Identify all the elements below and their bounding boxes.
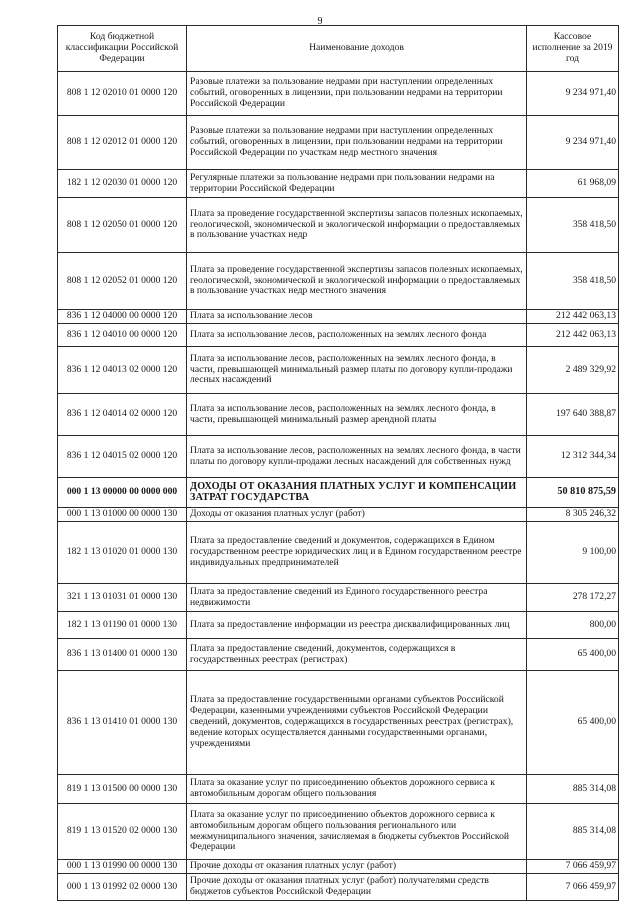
row-code: 808 1 12 02010 01 0000 120 (58, 72, 187, 116)
row-code: 321 1 13 01031 01 0000 130 (58, 584, 187, 612)
table-row (58, 804, 619, 860)
table-row (58, 478, 619, 508)
row-amount: 800,00 (527, 612, 619, 639)
header-name: Наименование доходов (187, 26, 527, 72)
table-row (58, 253, 619, 310)
row-name: Плата за проведение государственной экспертизы запасов полезных ископаемых, геологической, экономической и экологической информации о предоставляемых в пользование участках недр (187, 198, 527, 253)
header-amount: Кассовое исполнение за 2019 год (527, 26, 619, 72)
row-name: Плата за предоставление государственными органами субъектов Российской Федерации, казенными учреждениями субъектов Российской Федерации сведений, документов, содержащихся в государственных реестрах (регистрах), ведение которых осуществляется данными государственными органами, учреждениями (187, 671, 527, 775)
row-code: 000 1 13 01000 00 0000 130 (58, 508, 187, 522)
row-amount: 65 400,00 (527, 671, 619, 775)
row-name: Плата за использование лесов (187, 310, 527, 324)
row-name: Разовые платежи за пользование недрами при наступлении определенных событий, оговоренных в лицензии, при пользовании недрами на территории Российской Федерации (187, 72, 527, 116)
row-name: Плата за использование лесов, расположенных на землях лесного фонда, в части, превышающей минимальный размер платы по договору купли-продажи лесных насаждений (187, 347, 527, 394)
table-row (58, 347, 619, 394)
row-name: ДОХОДЫ ОТ ОКАЗАНИЯ ПЛАТНЫХ УСЛУГ И КОМПЕНСАЦИИ ЗАТРАТ ГОСУДАРСТВА (187, 478, 527, 508)
page-number: 9 (317, 16, 323, 27)
row-amount: 65 400,00 (527, 639, 619, 671)
table-row (58, 310, 619, 324)
table-row (58, 874, 619, 901)
header-code: Код бюджетной классификации Российской Федерации (58, 26, 187, 72)
row-code: 808 1 12 02052 01 0000 120 (58, 253, 187, 310)
table-row (58, 116, 619, 170)
table-row (58, 394, 619, 436)
row-name: Доходы от оказания платных услуг (работ) (187, 508, 527, 522)
row-amount: 885 314,08 (527, 804, 619, 860)
row-amount: 12 312 344,34 (527, 436, 619, 478)
table-row (58, 639, 619, 671)
row-code: 182 1 13 01190 01 0000 130 (58, 612, 187, 639)
row-name: Плата за предоставление сведений и документов, содержащихся в Едином государственном реестре юридических лиц и в Едином государственном реестре индивидуальных предпринимателей (187, 522, 527, 584)
row-amount: 7 066 459,97 (527, 860, 619, 874)
row-name: Плата за использование лесов, расположенных на землях лесного фонда (187, 324, 527, 347)
row-amount: 61 968,09 (527, 170, 619, 198)
row-name: Плата за оказание услуг по присоединению объектов дорожного сервиса к автомобильным дорогам общего пользования регионального или межмуниципального значения, зачисляемая в бюджеты субъектов Российской Федерации (187, 804, 527, 860)
table-row (58, 72, 619, 116)
row-code: 836 1 13 01410 01 0000 130 (58, 671, 187, 775)
row-code: 836 1 13 01400 01 0000 130 (58, 639, 187, 671)
row-amount: 278 172,27 (527, 584, 619, 612)
row-code: 182 1 12 02030 01 0000 120 (58, 170, 187, 198)
budget-revenue-table (57, 25, 619, 901)
table-row (58, 170, 619, 198)
row-code: 819 1 13 01500 00 0000 130 (58, 775, 187, 804)
row-amount: 197 640 388,87 (527, 394, 619, 436)
row-amount: 358 418,50 (527, 253, 619, 310)
row-code: 836 1 12 04015 02 0000 120 (58, 436, 187, 478)
row-name: Плата за предоставление сведений, документов, содержащихся в государственных реестрах (регистрах) (187, 639, 527, 671)
row-code: 808 1 12 02050 01 0000 120 (58, 198, 187, 253)
row-name: Плата за использование лесов, расположенных на землях лесного фонда, в части платы по договору купли-продажи лесных насаждений для собственных нужд (187, 436, 527, 478)
table-row (58, 522, 619, 584)
row-name: Разовые платежи за пользование недрами при наступлении определенных событий, оговоренных в лицензии, при пользовании недрами на территории Российской Федерации по участкам недр местного значения (187, 116, 527, 170)
row-amount: 212 442 063,13 (527, 324, 619, 347)
table-row (58, 671, 619, 775)
row-amount: 7 066 459,97 (527, 874, 619, 901)
row-amount: 8 305 246,32 (527, 508, 619, 522)
table-row (58, 775, 619, 804)
table-header-row (58, 26, 619, 72)
row-amount: 9 234 971,40 (527, 72, 619, 116)
row-amount: 358 418,50 (527, 198, 619, 253)
row-code: 836 1 12 04013 02 0000 120 (58, 347, 187, 394)
table-row (58, 324, 619, 347)
row-amount: 9 234 971,40 (527, 116, 619, 170)
table-row (58, 612, 619, 639)
row-amount: 885 314,08 (527, 775, 619, 804)
row-code: 000 1 13 00000 00 0000 000 (58, 478, 187, 508)
row-name: Плата за предоставление сведений из Единого государственного реестра недвижимости (187, 584, 527, 612)
table-row (58, 508, 619, 522)
row-amount: 2 489 329,92 (527, 347, 619, 394)
row-code: 836 1 12 04010 00 0000 120 (58, 324, 187, 347)
row-amount: 212 442 063,13 (527, 310, 619, 324)
row-code: 836 1 12 04014 02 0000 120 (58, 394, 187, 436)
row-code: 000 1 13 01992 02 0000 130 (58, 874, 187, 901)
table-row (58, 436, 619, 478)
row-amount: 50 810 875,59 (527, 478, 619, 508)
row-name: Прочие доходы от оказания платных услуг (работ) (187, 860, 527, 874)
row-code: 836 1 12 04000 00 0000 120 (58, 310, 187, 324)
table-row (58, 198, 619, 253)
row-code: 819 1 13 01520 02 0000 130 (58, 804, 187, 860)
row-name: Плата за оказание услуг по присоединению объектов дорожного сервиса к автомобильным дорогам общего пользования (187, 775, 527, 804)
row-name: Регулярные платежи за пользование недрами при пользовании недрами на территории Российской Федерации (187, 170, 527, 198)
row-name: Плата за использование лесов, расположенных на землях лесного фонда, в части, превышающей минимальный размер арендной платы (187, 394, 527, 436)
row-name: Плата за проведение государственной экспертизы запасов полезных ископаемых, геологической, экономической и экологической информации о предоставляемых в пользование участках недр местного значения (187, 253, 527, 310)
row-code: 808 1 12 02012 01 0000 120 (58, 116, 187, 170)
row-code: 000 1 13 01990 00 0000 130 (58, 860, 187, 874)
table-row (58, 584, 619, 612)
row-name: Прочие доходы от оказания платных услуг (работ) получателями средств бюджетов субъектов Российской Федерации (187, 874, 527, 901)
row-code: 182 1 13 01020 01 0000 130 (58, 522, 187, 584)
table-row (58, 860, 619, 874)
row-amount: 9 100,00 (527, 522, 619, 584)
row-name: Плата за предоставление информации из реестра дисквалифицированных лиц (187, 612, 527, 639)
